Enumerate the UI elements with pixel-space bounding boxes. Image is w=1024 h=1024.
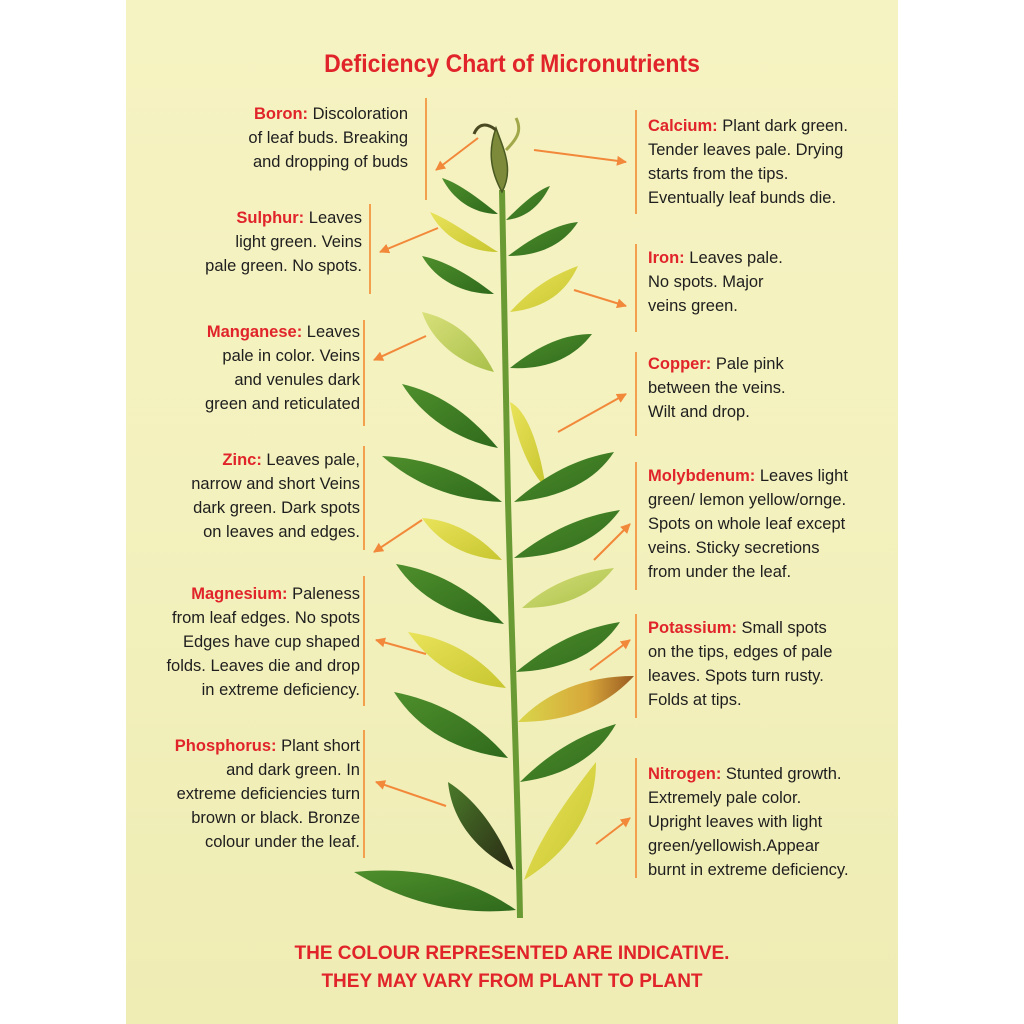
- leaf: [448, 782, 514, 870]
- entry-molybdenum: Molybdenum: Leaves light green/ lemon yellow/ornge. Spots on whole leaf except veins. Sticky secretions from under the leaf.: [648, 467, 848, 581]
- nutrient-name: Copper:: [648, 355, 712, 373]
- leaf: [520, 724, 616, 782]
- leaf: [522, 568, 614, 608]
- leaf: [516, 622, 620, 672]
- leaf: [354, 871, 516, 912]
- entry-calcium: Calcium: Plant dark green. Tender leaves pale. Drying starts from the tips. Eventually leaf bunds die.: [648, 117, 848, 207]
- entry-boron: Boron: Discoloration of leaf buds. Breaking and dropping of buds: [248, 105, 408, 171]
- leaf: [510, 266, 578, 312]
- entry-phosphorus: Phosphorus: Plant short and dark green. In extreme deficiencies turn brown or black. Bronze colour under the leaf.: [174, 737, 360, 851]
- leaf: [394, 692, 508, 758]
- nutrient-name: Nitrogen:: [648, 765, 722, 783]
- nutrient-name: Iron:: [648, 249, 685, 267]
- leaf: [510, 402, 546, 488]
- nutrient-name: Potassium:: [648, 619, 737, 637]
- disclaimer-line-2: THEY MAY VARY FROM PLANT TO PLANT: [321, 971, 703, 992]
- entry-manganese: Manganese: Leaves pale in color. Veins and venules dark green and reticulated: [204, 323, 360, 413]
- leaf: [396, 564, 504, 624]
- leaf: [422, 518, 502, 560]
- plant-stem: [502, 190, 520, 918]
- leaf: [510, 334, 592, 368]
- nutrient-name: Boron:: [253, 105, 309, 123]
- leaf: [430, 212, 498, 252]
- page-title: Deficiency Chart of Micronutrients: [324, 50, 700, 78]
- leaf: [402, 384, 498, 448]
- nutrient-name: Sulphur:: [236, 209, 305, 227]
- leaf: [508, 222, 578, 256]
- entry-sulphur: Sulphur: Leaves light green. Veins pale green. No spots.: [205, 209, 362, 275]
- entry-copper: Copper: Pale pink between the veins. Wilt and drop.: [648, 355, 786, 421]
- entry-zinc: Zinc: Leaves pale, narrow and short Veins dark green. Dark spots on leaves and edges.: [191, 451, 360, 541]
- leaf: [382, 456, 502, 502]
- nutrient-name: Magnesium:: [191, 585, 288, 603]
- leaf: [422, 312, 494, 372]
- entry-potassium: Potassium: Small spots on the tips, edges of pale leaves. Spots turn rusty. Folds at tips.: [648, 619, 833, 709]
- nutrient-name: Manganese:: [206, 323, 303, 341]
- leaf: [408, 632, 506, 688]
- nutrient-name: Zinc:: [222, 451, 262, 469]
- leaf: [518, 676, 634, 722]
- nutrient-name: Molybdenum:: [648, 467, 756, 485]
- leaf: [442, 178, 498, 214]
- plant-bud: [491, 128, 507, 192]
- chart-poster: [126, 0, 898, 1024]
- leaf: [422, 256, 494, 294]
- entry-magnesium: Magnesium: Paleness from leaf edges. No spots Edges have cup shaped folds. Leaves die and drop in extreme deficiency.: [166, 585, 360, 699]
- leaf: [524, 762, 596, 880]
- leaf: [506, 186, 550, 220]
- nutrient-name: Phosphorus:: [174, 737, 277, 755]
- disclaimer-line-1: THE COLOUR REPRESENTED ARE INDICATIVE.: [294, 943, 730, 964]
- disclaimer-footer: [126, 940, 898, 996]
- entry-nitrogen: Nitrogen: Stunted growth. Extremely pale color. Upright leaves with light green/yellowish.Appear burnt in extreme deficiency.: [648, 765, 849, 879]
- nutrient-name: Calcium:: [648, 117, 718, 135]
- entry-iron: Iron: Leaves pale. No spots. Major veins green.: [648, 249, 783, 315]
